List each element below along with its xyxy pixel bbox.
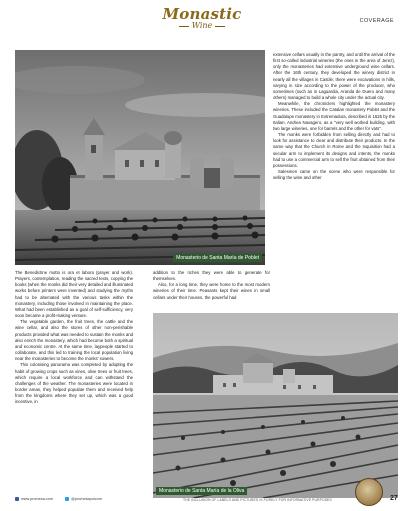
website-text: www.promesa.com — [21, 497, 54, 501]
magazine-logo — [160, 6, 244, 36]
legal-notice: THE INCLUSION OF LABELS AND PICTURES IS PURELY FOR INFORMATIVE PURPOSES — [183, 498, 332, 502]
paragraph: The vegetable garden, the fruit trees, the cattle and the wine cellar, and also the stores of other non-perishable products provided what was needed to sustain the monks and also enrich the monastery, which had become both a spiritual and economic centre. At the same time, laypeople started to collaborate, and this led to training the local population living near the monasteries to become the monks' sowers. — [15, 319, 133, 362]
text-column-left — [15, 270, 133, 405]
paragraph: extensive cellars usually in the pantry, and until the arrival of the first so-called industrial wineries (the ones in the area of Jerez), only the monasteries had extensive underground wine cellars. After the 16th century, they developed the winery district in nearly all the villages in Castile; there were excavations in hills, varying in size according to the power of the producer, who sometimes (such as in Laguardia, Aranda de Duero and many others) managed to build a whole city under the actual city. — [273, 52, 395, 101]
social-link[interactable] — [65, 497, 102, 501]
paragraph: The monks were forbidden from selling directly and had to look for assistance to clear and distribute their products. In the same way that the Church in Rome and the Inquisition had a secular arm to implement its designs and intents, the monks had to use a commercial arm to sell the fruit obtained from their possessions. — [273, 132, 395, 168]
monastery-photo-poblet — [15, 50, 265, 265]
twitter-icon — [65, 497, 69, 501]
paragraph: Salesmen came on the scene who were responsible for selling the wine and other — [273, 168, 395, 181]
photo-caption-top: Monasterio de Santa María de Poblet — [173, 254, 262, 262]
logo-main-text: Monastic — [162, 5, 242, 23]
photo-caption-bottom: Monasterio de Santa María de la Oliva — [156, 487, 247, 495]
section-label: COVERAGE — [359, 18, 394, 24]
globe-icon — [15, 497, 19, 501]
paragraph: Meanwhile, the chroniclers highlighted the monastery wineries. These included the Catalan monastery Poblet and the Guadalupe monastery in Extremadura, described in 1525 by the Italian, Andrea Navagero, as a "very well worked building, with two large wineries, one for barrels and the other for vats". — [273, 101, 395, 131]
paragraph: addition to the riches they were able to generate for themselves. — [153, 270, 270, 282]
text-column-right — [273, 52, 395, 181]
monastery-illustration — [15, 50, 265, 265]
social-handle: @promesapulcom — [71, 497, 102, 501]
vineyard-illustration — [153, 313, 398, 498]
page-number: 27 — [390, 495, 398, 502]
paragraph: The Benedictine motto is ora et labora (prayer and work). Prayers, contemplation, reading the sacred texts, copying the books (when the monks did their very detailed and illuminated works before printers were invented) and studying the myths had to be alternated with the various tasks within the monastery, including those involved in maintaining the place. What had been established as a goal of self-sufficiency, very soon became a profit-making venture. — [15, 270, 133, 319]
monastery-photo-oliva — [153, 313, 398, 498]
wine-seal-icon — [355, 478, 383, 506]
page-footer — [15, 495, 400, 507]
paragraph: This colonising panorama was completed by adopting the habit of growing crops such as vines, olive trees or fruit trees, which require a local workforce and can withstand the challenges of the weather. The monasteries were located in border areas, they helped populate them and received help from the kingdoms where they set up, which was a good incentive, in — [15, 362, 133, 405]
website-link[interactable] — [15, 497, 53, 501]
text-column-middle — [153, 270, 270, 301]
logo-sub-text: Wine — [160, 21, 244, 30]
paragraph: Also, for a long time, they were home to the most modern wineries of their time. Peasants kept their wines in small cellars under their houses, the powerful had — [153, 282, 270, 300]
